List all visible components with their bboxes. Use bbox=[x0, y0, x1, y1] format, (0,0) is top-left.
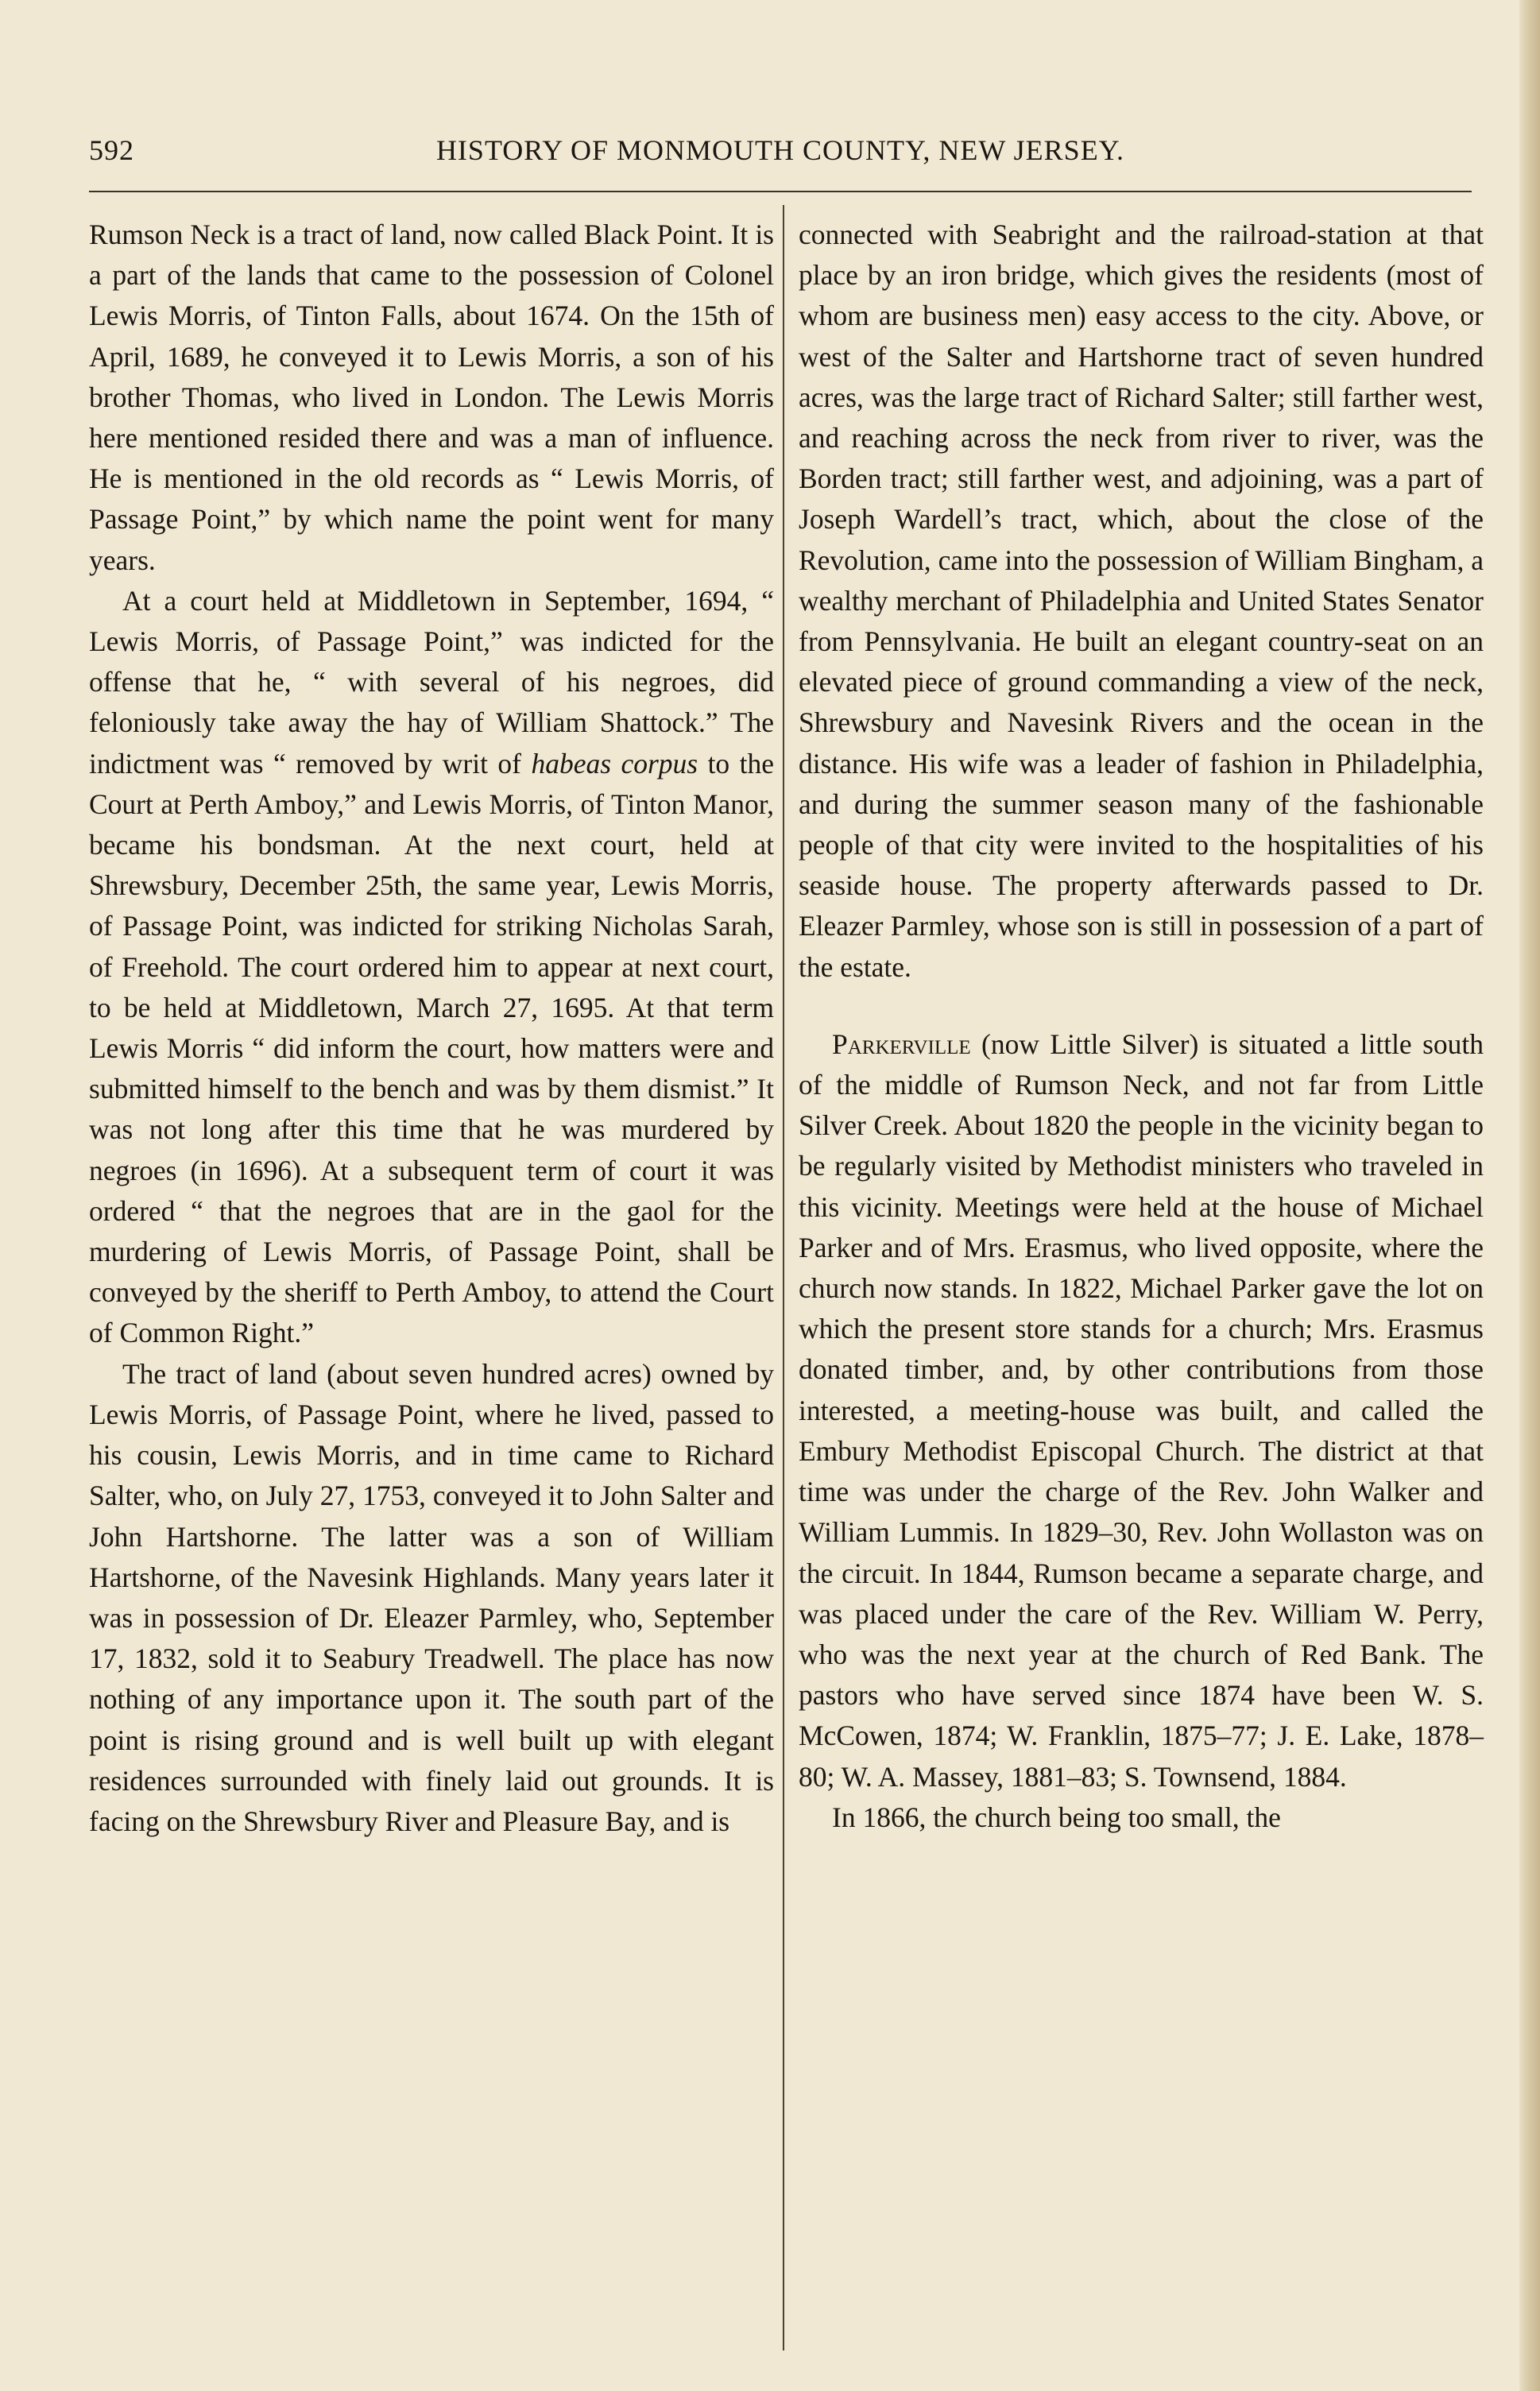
paragraph-rumson-neck: Rumson Neck is a tract of land, now called Black Point. It is a part of the lands that came to the possession of Colonel Lewis Morris, of Tinton Falls, about 1674. On the 15th of April, 1689, he conveyed it to Lewis Morris, a son of his brother Thomas, who lived in London. The Lewis Morris here mentioned resided there and was a man of influence. He is mentioned in the old records as “ Lewis Morris, of Passage Point,” by which name the point went for many years. bbox=[89, 219, 774, 576]
paragraph-text: At a court held at Middletown in September, 1694, “ Lewis Morris, of Passage Point,” was indicted for the offense that he, “ with several of his negroes, did feloniously take away the hay of William Shattock.” The indictment was “ removed by writ of bbox=[89, 584, 774, 780]
column-divider bbox=[783, 205, 784, 2350]
paragraph-text: to the Court at Perth Amboy,” and Lewis Morris, of Tinton Manor, became his bondsman. At the next court, held at Shrewsbury, December 25th, the same year, Lewis Morris, of Passage Point, was indicted for striking Nicholas Sarah, of Freehold. The court ordered him to appear at next court, to be held at Middletown, March 27, 1695. At that term Lewis Morris “ did inform the court, how matters were and submitted himself to the bench and was by them dismist.” It was not long after this time that he was murdered by negroes (in 1696). At a subsequent term of court it was ordered “ that the negroes that are in the gaol for the murdering of Lewis Morris, of Passage Point, shall be conveyed by the sheriff to Perth Amboy, to attend the Court of Common Right.” bbox=[89, 747, 775, 1349]
paragraph-parkerville bbox=[799, 1024, 1484, 1797]
paragraph-tract-of-land: The tract of land (about seven hundred acres) owned by Lewis Morris, of Passage Point, where he lived, passed to his cousin, Lewis Morris, and in time came to Richard Salter, who, on July 27, 1753, conveyed it to John Salter and John Hartshorne. The latter was a son of William Hartshorne, of the Navesink Highlands. Many years later it was in possession of Dr. Eleazer Parmley, who, September 17, 1832, sold it to Seabury Treadwell. The place has now nothing of any importance upon it. The south part of the point is rising ground and is well built up with elegant residences surrounded with finely laid out grounds. It is facing on the Shrewsbury River and Pleasure Bay, and is bbox=[89, 1357, 774, 1837]
page-number: 592 bbox=[89, 134, 134, 166]
left-column bbox=[89, 215, 774, 1842]
paragraph-text: (now Little Silver) is situated a little south of the middle of Rumson Neck, and not far from Little Silver Creek. About 1820 the people in the vicinity began to be regularly visited by Methodist ministers who traveled in this vicinity. Meetings were held at the house of Michael Parker and of Mrs. Erasmus, who lived opposite, where the church now stands. In 1822, Michael Parker gave the lot on which the present store stands for a church; Mrs. Erasmus donated timber, and, by other contributions from those interested, a meeting-house was built, and called the Embury Methodist Episcopal Church. The district at that time was under the charge of the Rev. John Walker and William Lummis. In 1829–30, Rev. John Wollaston was on the circuit. In 1844, Rumson became a separate charge, and was placed under the care of the Rev. William W. Perry, who was the next year at the church of Red Bank. The pastors who have served since 1874 have been W. S. McCowen, 1874; W. Franklin, 1875–77; J. E. Lake, 1878–80; W. A. Massey, 1881–83; S. Townsend, 1884. bbox=[799, 1027, 1484, 1793]
right-column bbox=[799, 215, 1484, 1838]
paragraph-church-1866: In 1866, the church being too small, the bbox=[832, 1801, 1281, 1833]
running-title: HISTORY OF MONMOUTH COUNTY, NEW JERSEY. bbox=[435, 134, 1125, 166]
page-header bbox=[89, 133, 1472, 181]
page-edge bbox=[1519, 0, 1540, 2391]
paragraph-court-middletown bbox=[89, 581, 774, 1354]
header-rule bbox=[89, 191, 1472, 192]
section-lead: Parkerville bbox=[832, 1027, 971, 1060]
paragraph-seabright: connected with Seabright and the railroad-station at that place by an iron bridge, which gives the residents (most of whom are business men) easy access to the city. Above, or west of the Salter and Hartshorne tract of seven hundred acres, was the large tract of Richard Salter; still farther west, and reaching across the neck from river to river, was the Borden tract; still farther west, and adjoining, was a part of Joseph Wardell’s tract, which, about the close of the Revolution, came into the possession of William Bingham, a wealthy merchant of Philadelphia and United States Senator from Pennsylvania. He built an elegant country-seat on an elevated piece of ground commanding a view of the neck, Shrewsbury and Navesink Rivers and the ocean in the distance. His wife was a leader of fashion in Philadelphia, and during the summer season many of the fashionable people of that city were invited to the hospitalities of his seaside house. The property afterwards passed to Dr. Eleazer Parmley, whose son is still in possession of a part of the estate. bbox=[799, 219, 1484, 983]
italic-term: habeas corpus bbox=[531, 747, 698, 780]
